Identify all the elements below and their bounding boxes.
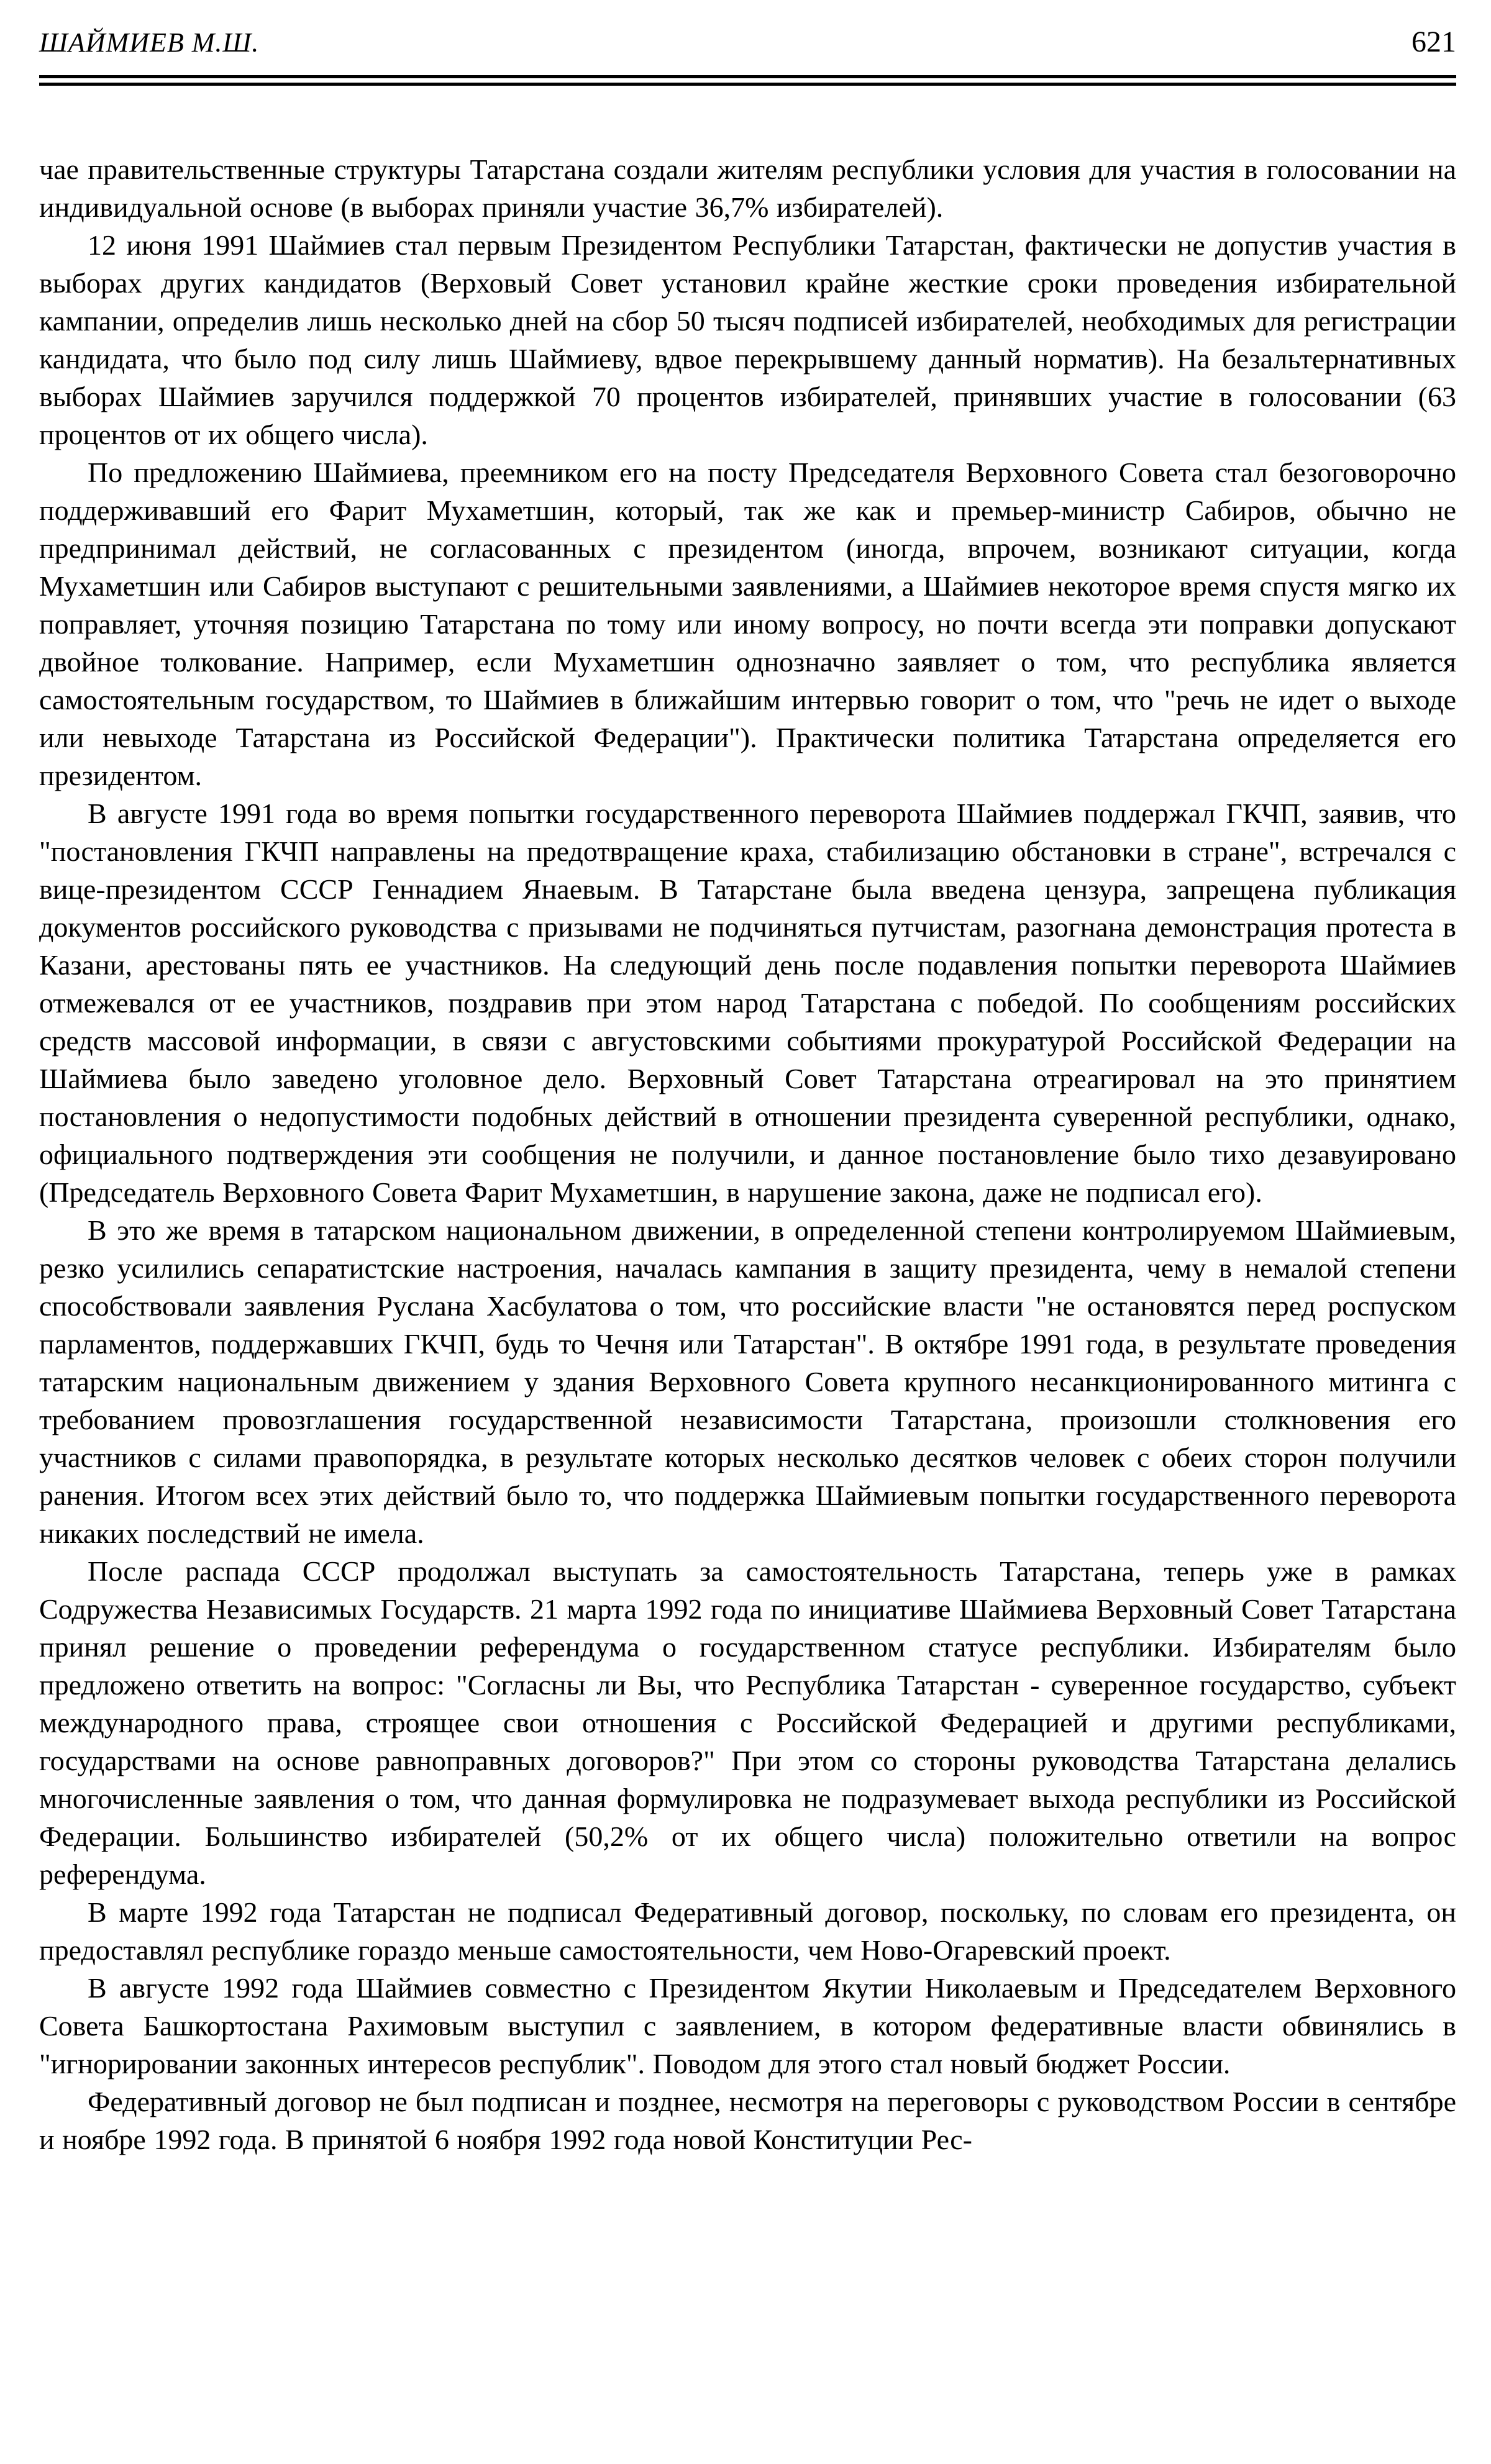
paragraph: По предложению Шаймиева, преемником его на посту Председателя Верховного Совета стал безоговорочно поддерживавший его Фарит Мухаметшин, который, так же как и премьер-министр Сабиров, обычно не предпринимал действий, не согласованных с президентом (иногда, впрочем, возникают ситуации, когда Мухаметшин или Сабиров выступают с решительными заявлениями, а Шаймиев некоторое время спустя мягко их поправляет, уточняя позицию Татарстана по тому или иному вопросу, но почти всегда эти поправки допускают двойное толкование. Например, если Мухаметшин однозначно заявляет о том, что республика является самостоятельным государством, то Шаймиев в ближайшим интервью говорит о том, что "речь не идет о выходе или невыходе Татарстана из Российской Федерации"). Практически политика Татарстана определяется его президентом. — [39, 457, 1456, 791]
paragraph: Федеративный договор не был подписан и позднее, несмотря на переговоры с руководством России в сентябре и ноябре 1992 года. В принятой 6 ноября 1992 года новой Конституции Рес- — [39, 2086, 1456, 2155]
paragraph: После распада СССР продолжал выступать за самостоятельность Татарстана, теперь уже в рамках Содружества Независимых Государств. 21 марта 1992 года по инициативе Шаймиева Верховный Совет Татарстана принял решение о проведении референдума о государственном статусе республики. Избирателям было предложено ответить на вопрос: "Согласны ли Вы, что Республика Татарстан - суверенное государство, субъект международного права, строящее свои отношения с Российской Федерацией и другими республиками, государствами на основе равноправных договоров?" При этом со стороны руководства Татарстана делались многочисленные заявления о том, что данная формулировка не подразумевает выхода республики из Российской Федерации. Большинство избирателей (50,2% от их общего числа) положительно ответили на вопрос референдума. — [39, 1555, 1456, 1890]
paragraph: В августе 1992 года Шаймиев совместно с Президентом Якутии Николаевым и Председателем Верховного Совета Башкортостана Рахимовым выступил с заявлением, в котором федеративные власти обвинялись в "игнорировании законных интересов республик". Поводом для этого стал новый бюджет России. — [39, 1972, 1456, 2080]
paragraph: чае правительственные структуры Татарстана создали жителям республики условия для участия в голосовании на индивидуальной основе (в выборах приняли участие 36,7% избирателей). — [39, 153, 1456, 223]
paragraph: В августе 1991 года во время попытки государственного переворота Шаймиев поддержал ГКЧП, заявив, что "постановления ГКЧП направлены на предотвращение краха, стабилизацию обстановки в стране", встречался с вице-президентом СССР Геннадием Янаевым. В Татарстане была введена цензура, запрещена публикация документов российского руководства с призывами не подчиняться путчистам, разогнана демонстрация протеста в Казани, арестованы пять ее участников. На следующий день после подавления попытки переворота Шаймиев отмежевался от ее участников, поздравив при этом народ Татарстана с победой. По сообщениям российских средств массовой информации, в связи с августовскими событиями прокуратурой Российской Федерации на Шаймиева было заведено уголовное дело. Верховный Совет Татарстана отреагировал на это принятием постановления о недопустимости подобных действий в отношении президента суверенной республики, однако, официального подтверждения эти сообщения не получили, и данное постановление было тихо дезавуировано (Председатель Верховного Совета Фарит Мухаметшин, в нарушение закона, даже не подписал его). — [39, 798, 1456, 1208]
page-body — [39, 150, 1456, 2158]
paragraph: 12 июня 1991 Шаймиев стал первым Президентом Республики Татарстан, фактически не допустив участия в выборах других кандидатов (Верховый Совет установил крайне жесткие сроки проведения избирательной кампании, определив лишь несколько дней на сбор 50 тысяч подписей избирателей, необходимых для регистрации кандидата, что было под силу лишь Шаймиеву, вдвое перекрывшему данный норматив). На безальтернативных выборах Шаймиев заручился поддержкой 70 процентов избирателей, принявших участие в голосовании (63 процентов от их общего числа). — [39, 229, 1456, 450]
header-double-rule — [39, 75, 1456, 86]
page-header — [39, 25, 1456, 59]
running-title: ШАЙМИЕВ М.Ш. — [39, 27, 260, 58]
paragraph: В это же время в татарском национальном движении, в определенной степени контролируемом Шаймиевым, резко усилились сепаратистские настроения, началась кампания в защиту президента, чему в немалой степени способствовали заявления Руслана Хасбулатова о том, что российские власти "не остановятся перед роспуском парламентов, поддержавших ГКЧП, будь то Чечня или Татарстан". В октябре 1991 года, в результате проведения татарским национальным движением у здания Верховного Совета крупного несанкционированного митинга с требованием провозглашения государственной независимости Татарстана, произошли столкновения его участников с силами правопорядка, в результате которых несколько десятков человек с обеих сторон получили ранения. Итогом всех этих действий было то, что поддержка Шаймиевым попытки государственного переворота никаких последствий не имела. — [39, 1214, 1456, 1549]
paragraph: В марте 1992 года Татарстан не подписал Федеративный договор, поскольку, по словам его президента, он предоставлял республике гораздо меньше самостоятельности, чем Ново-Огаревский проект. — [39, 1896, 1456, 1966]
page-number: 621 — [1411, 25, 1456, 58]
